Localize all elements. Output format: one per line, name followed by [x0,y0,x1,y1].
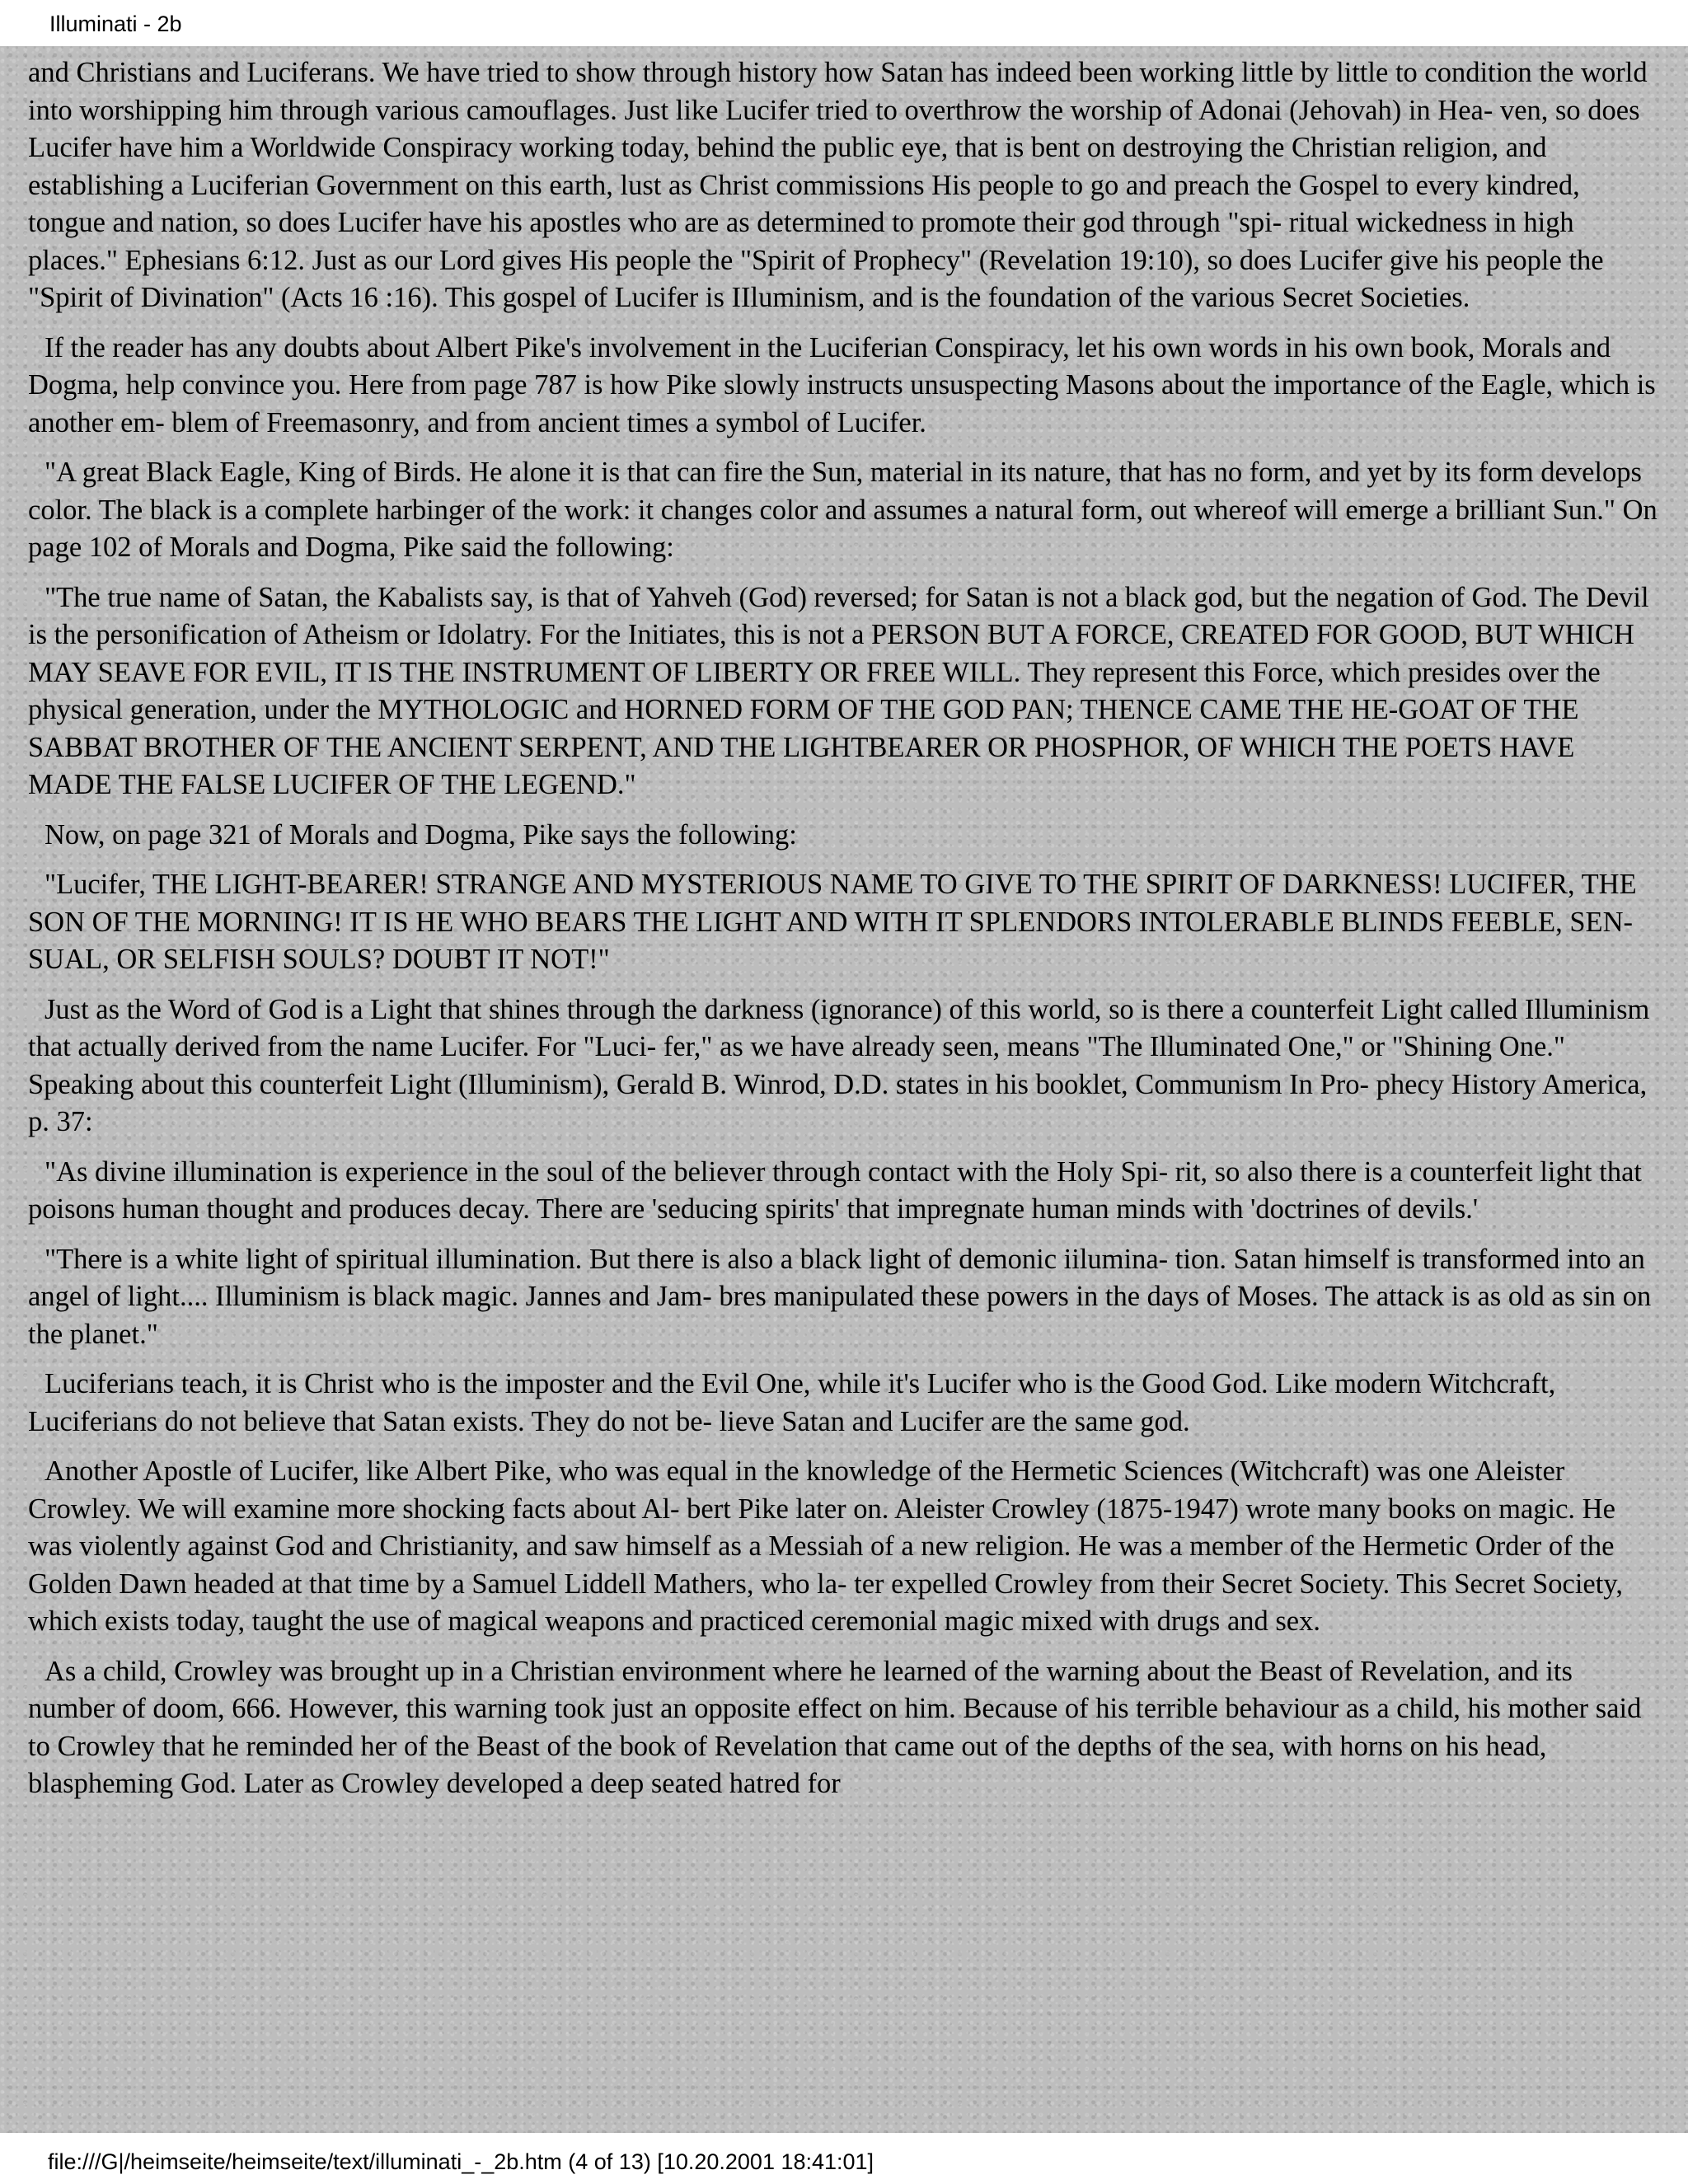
paragraph: "The true name of Satan, the Kabalists say, is that of Yahveh (God) reversed; for Satan is not a black god, but the negation of God. The Devil is the personification of Atheism or Idolatry. For the Initiates, this is not a PERSON BUT A FORCE, CREATED FOR GOOD, BUT WHICH MAY SEAVE FOR EVIL, IT IS THE INSTRUMENT OF LIBERTY OR FREE WILL. They represent this Force, which presides over the physical generation, under the MYTHOLOGIC and HORNED FORM OF THE GOD PAN; THENCE CAME THE HE-GOAT OF THE SABBAT BROTHER OF THE ANCIENT SERPENT, AND THE LIGHTBEARER OR PHOSPHOR, OF WHICH THE POETS HAVE MADE THE FALSE LUCIFER OF THE LEGEND." [28,581,1649,800]
paragraph: "A great Black Eagle, King of Birds. He alone it is that can fire the Sun, material in its nature, that has no form, and yet by its form develops color. The black is a complete harbinger of the work: it changes color and assumes a natural form, out whereof will emerge a brilliant Sun." On page 102 of Morals and Dogma, Pike said the following: [28,457,1658,563]
page-title: Illuminati - 2b [49,12,182,36]
paragraph: Just as the Word of God is a Light that shines through the darkness (ignorance) of this world, so is there a counterfeit Light called Illuminism that actually derived from the name Lucifer. For "Luci- fer," as we have already seen, means "The Illuminated One," or "Shining One." Speaking about this counterfeit Light (Illuminism), Gerald B. Winrod, D.D. states in his booklet, Communism In Pro- phecy History America, p. 37: [28,993,1650,1137]
paragraph: "As divine illumination is experience in the soul of the believer through contact with the Holy Spi- rit, so also there is a counterfeit light that poisons human thought and produces decay. There are 'seducing spirits' that impregnate human minds with 'doctrines of devils.' [28,1155,1642,1225]
paragraph: "Lucifer, THE LIGHT-BEARER! STRANGE AND MYSTERIOUS NAME TO GIVE TO THE SPIRIT OF DARKNESS! LUCIFER, THE SON OF THE MORNING! IT IS HE WHO BEARS THE LIGHT AND WITH IT SPLENDORS INTOLERABLE BLINDS FEEBLE, SEN- SUAL, OR SELFISH SOULS? DOUBT IT NOT!" [28,869,1637,975]
paragraph: "There is a white light of spiritual illumination. But there is also a black light of demonic iilumina- tion. Satan himself is transformed into an angel of light.... Illuminism is black magic. Jannes and Jam- bres manipulated these powers in the days of Moses. The attack is as old as sin on the planet." [28,1243,1652,1350]
paragraph: As a child, Crowley was brought up in a Christian environment where he learned of the warning about the Beast of Revelation, and its number of doom, 666. However, this warning took just an opposite effect on him. Because of his terrible behaviour as a child, his mother said to Crowley that he reminded her of the Beast of the book of Revelation that came out of the depths of the sea, with horns on his head, blaspheming God. Later as Crowley developed a deep seated hatred for [28,1655,1642,1799]
paragraph: and Christians and Luciferans. We have tried to show through history how Satan has indeed been working little by little to condition the world into worshipping him through various camouflages. Just like Lucifer tried to overthrow the worship of Adonai (Jehovah) in Hea- ven, so does Lucifer have him a Worldwide Conspiracy working today, behind the public eye, that is bent on destroying the Christian religion, and establishing a Luciferian Government on this earth, lust as Christ commissions His people to go and preach the Gospel to every kindred, tongue and nation, so does Lucifer have his apostles who are as determined to promote their god through "spi- ritual wickedness in high places." Ephesians 6:12. Just as our Lord gives His people the "Spirit of Prophecy" (Revelation 19:10), so does Lucifer give his people the "Spirit of Divination" (Acts 16 :16). This gospel of Lucifer is IIluminism, and is the foundation of the various Secret Societies. [28,57,1648,313]
paragraph: Now, on page 321 of Morals and Dogma, Pike says the following: [45,818,797,851]
document-body [0,46,1688,2133]
article-text [28,54,1664,1816]
page-footer [0,2133,1688,2184]
paragraph: Luciferians teach, it is Christ who is the imposter and the Evil One, while it's Lucifer who is the Good God. Like modern Witchcraft, Luciferians do not believe that Satan exists. They do not be- lieve Satan and Lucifer are the same god. [28,1368,1556,1437]
paragraph: If the reader has any doubts about Albert Pike's involvement in the Luciferian Conspiracy, let his own words in his own book, Morals and Dogma, help convince you. Here from page 787 is how Pike slowly instructs unsuspecting Masons about the importance of the Eagle, which is another em- blem of Freemasonry, and from ancient times a symbol of Lucifer. [28,331,1656,438]
paragraph: Another Apostle of Lucifer, like Albert Pike, who was equal in the knowledge of the Hermetic Sciences (Witchcraft) was one Aleister Crowley. We will examine more shocking facts about Al- bert Pike later on. Aleister Crowley (1875-1947) wrote many books on magic. He was violently against God and Christianity, and saw himself as a Messiah of a new religion. He was a member of the Hermetic Order of the Golden Dawn headed at that time by a Samuel Liddell Mathers, who la- ter expelled Crowley from their Secret Society. This Secret Society, which exists today, taught the use of magical weapons and practiced ceremonial magic mixed with drugs and sex. [28,1455,1623,1637]
page-header [0,0,1688,46]
file-path-footer: file:///G|/heimseite/heimseite/text/illuminati_-_2b.htm (4 of 13) [10.20.2001 18:41:01] [48,2149,874,2174]
